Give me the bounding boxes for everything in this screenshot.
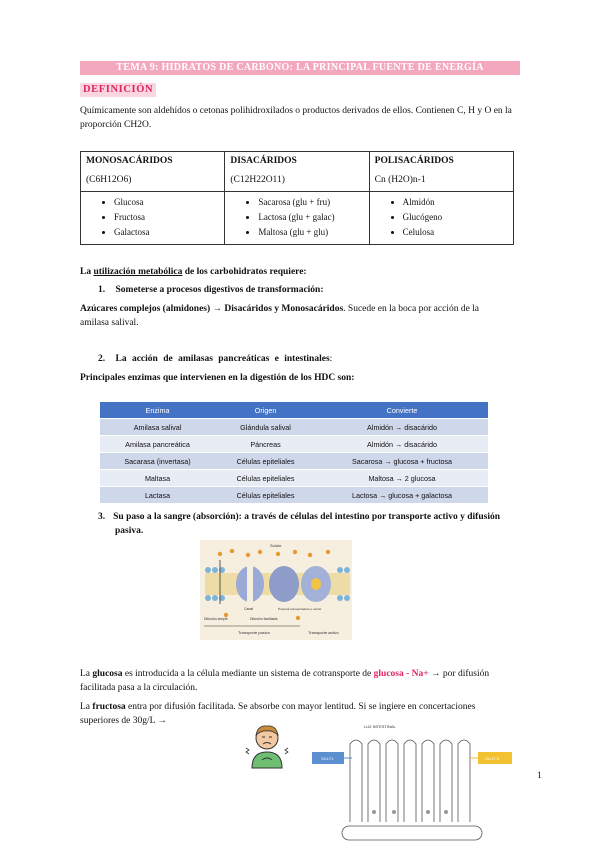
glucose-end: → por difusión	[428, 669, 490, 679]
step-1-rest: . Sucede en la boca por acción de la	[343, 304, 480, 314]
fructose-text: entra por difusión facilitada. Se absorbe con mayor lentitud. Si se ingiere en concertaciones	[125, 702, 476, 712]
mono-list	[86, 195, 219, 240]
col-disaccharides	[225, 152, 369, 192]
enzyme-table	[100, 402, 488, 503]
step-3-line-2: pasiva.	[115, 526, 144, 536]
sick-person-icon	[244, 720, 290, 770]
cell: Lactosa → glucosa + galactosa	[316, 487, 488, 504]
step-colon: :	[329, 354, 333, 364]
cell: Almidón → disacárido	[316, 436, 488, 453]
list-item: • Lactosa (glu + galac)	[258, 210, 363, 225]
glucose-line-2: facilitada pasa a la circulación.	[80, 683, 198, 693]
col-formula: Cn (H2O)n-1	[374, 175, 426, 185]
list-item: • Almidón	[403, 195, 508, 210]
step-2-heading	[98, 352, 332, 366]
col-formula: (C6H12O6)	[86, 175, 132, 185]
table-row	[100, 453, 488, 470]
glucose-na-cotransport: glucosa - Na+	[373, 669, 429, 679]
page-title: TEMA 9: HIDRATOS DE CARBONO: LA PRINCIPAL FUENTE DE ENERGÍA	[80, 61, 520, 75]
cell: Glándula salival	[215, 419, 316, 436]
intestine-absorption-diagram	[312, 722, 512, 844]
cell: Células epiteliales	[215, 470, 316, 487]
facilitated-diffusion-label: Difusión facilitada	[250, 617, 278, 621]
intro-prefix: La	[80, 267, 94, 277]
list-item: • Maltosa (glu + glu)	[258, 225, 363, 240]
step-title: La acción de amilasas pancreáticas e intestinales	[115, 354, 330, 364]
fructose-word: fructosa	[92, 702, 126, 712]
poly-list	[375, 195, 508, 240]
di-list	[230, 195, 363, 240]
glut5-label: GLUT 5	[485, 756, 499, 761]
definition-line-1: Químicamente son aldehídos o cetonas polihidroxilados o productos derivados de ellos. Contienen C, H y O en la	[80, 106, 512, 116]
solute-label: Soluto	[270, 543, 282, 548]
active-transport-label: Transporte activo	[308, 630, 339, 635]
origin-col-header: Origen	[215, 402, 316, 419]
glucose-word: glucosa	[92, 669, 123, 679]
table-row	[100, 419, 488, 436]
cell: Lactasa	[100, 487, 215, 504]
cell: Células epiteliales	[215, 453, 316, 470]
cell: Amilasa salival	[100, 419, 215, 436]
cell: Páncreas	[215, 436, 316, 453]
col-header: MONOSACÁRIDOS	[86, 156, 173, 166]
sglt1-label: SGLT1	[321, 756, 334, 761]
enzymes-intro: Principales enzimas que intervienen en la digestión de los HDC son:	[80, 373, 355, 383]
fructose-line-2: superiores de 30g/L →	[80, 716, 167, 726]
glucose-prefix: La	[80, 669, 93, 679]
col-header: POLISACÁRIDOS	[374, 156, 454, 166]
classification-table	[80, 151, 514, 245]
step-title: Su paso a la sangre (absorción): a través de células del intestino por transporte activo y difusión	[113, 512, 500, 522]
fructose-prefix: La	[80, 702, 93, 712]
step-1-line-1	[80, 302, 520, 316]
fructose-line-1	[80, 700, 520, 714]
table-row	[100, 470, 488, 487]
list-item: • Glucosa	[114, 195, 219, 210]
passive-transport-label: Transporte pasivo	[238, 630, 270, 635]
metabolic-intro	[80, 265, 307, 279]
enzyme-col-header: Enzima	[100, 402, 215, 419]
cell: Amilasa pancreática	[100, 436, 215, 453]
membrane-proteins	[236, 566, 331, 602]
lumen-label: LUZ INTESTINAL	[364, 724, 396, 729]
step-title: Someterse a procesos digestivos de transformación:	[115, 285, 324, 295]
glucose-line-1	[80, 667, 520, 681]
step-1-heading	[98, 283, 324, 297]
step-1-line-2: amilasa salival.	[80, 318, 139, 328]
intro-underlined: utilización metabólica	[93, 267, 183, 277]
step-number: 1.	[98, 285, 106, 295]
cell: Células epiteliales	[215, 487, 316, 504]
step-number: 2.	[98, 354, 106, 364]
poly-list-cell	[369, 192, 513, 245]
carrier-label: Proteína transportadora o carrier	[278, 607, 322, 611]
cell: Sacarosa → glucosa + fructosa	[316, 453, 488, 470]
cell: Almidón → disacárido	[316, 419, 488, 436]
converts-col-header: Convierte	[316, 402, 488, 419]
definition-line-2: proporción CH2O.	[80, 120, 152, 130]
definition-text	[80, 104, 520, 132]
list-item: • Glucógeno	[403, 210, 508, 225]
cell: Maltosa → 2 glucosa	[316, 470, 488, 487]
mono-list-cell	[81, 192, 225, 245]
cell: Sacarasa (invertasa)	[100, 453, 215, 470]
col-polysaccharides	[369, 152, 513, 192]
membrane-transport-diagram	[200, 540, 352, 640]
col-formula: (C12H22O11)	[230, 175, 285, 185]
table-row	[100, 487, 488, 504]
villi	[350, 740, 470, 822]
step-3-heading	[98, 510, 518, 538]
step-1-text	[80, 302, 520, 330]
intro-suffix: de los carbohidratos requiere:	[182, 267, 307, 277]
section-heading-definition: DEFINICIÓN	[80, 83, 156, 97]
step-1-bold: Azúcares complejos (almidones) → Disacáridos y Monosacáridos	[80, 304, 344, 314]
step-number: 3.	[98, 512, 106, 522]
simple-diffusion-label: Difusión simple	[204, 617, 228, 621]
list-item: • Galactosa	[114, 225, 219, 240]
step-3-line-1	[98, 510, 518, 524]
list-item: • Sacarosa (glu + fru)	[258, 195, 363, 210]
glucose-mid: es introducida a la célula mediante un sistema de cotransporte de	[122, 669, 374, 679]
transporter-dots	[372, 810, 448, 814]
col-monosaccharides	[81, 152, 225, 192]
cell: Maltasa	[100, 470, 215, 487]
table-row	[100, 436, 488, 453]
channel-label: Canal	[244, 607, 254, 611]
di-list-cell	[225, 192, 369, 245]
list-item: • Fructosa	[114, 210, 219, 225]
glucose-paragraph	[80, 667, 520, 695]
blood-vessel	[342, 826, 482, 840]
list-item: • Celulosa	[403, 225, 508, 240]
page-number: 1	[537, 771, 542, 781]
col-header: DISACÁRIDOS	[230, 156, 297, 166]
